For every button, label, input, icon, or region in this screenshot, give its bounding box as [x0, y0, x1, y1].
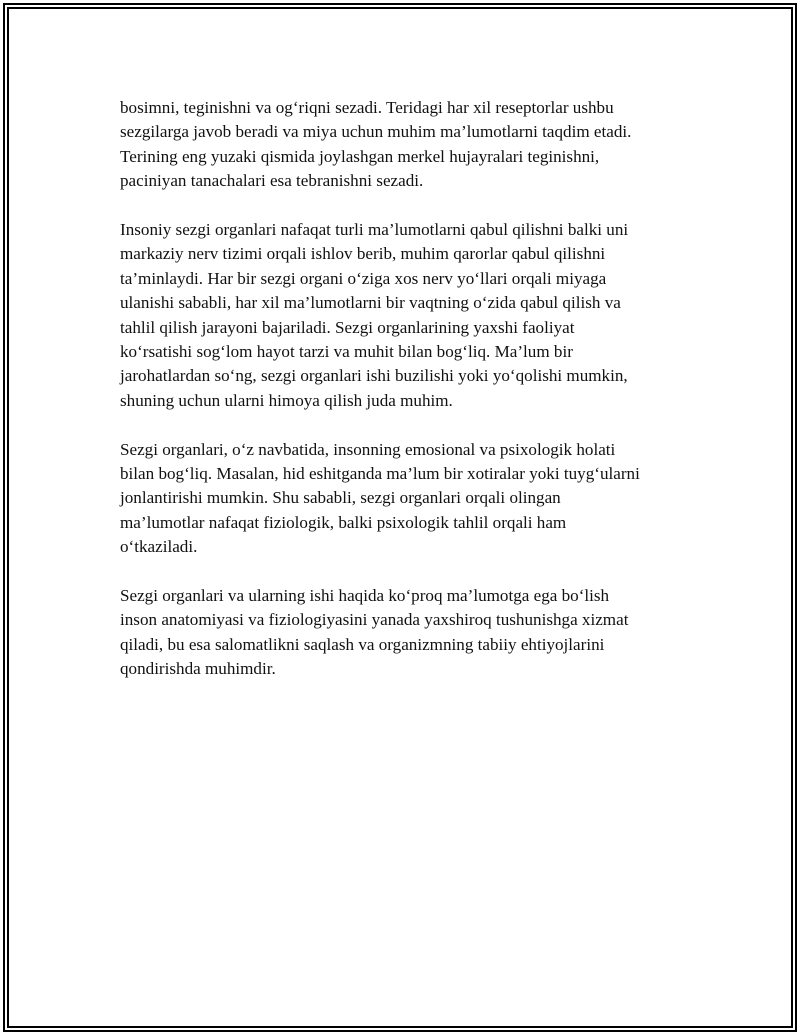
- text-line: ko‘rsatishi sog‘lom hayot tarzi va muhit bilan bog‘liq. Ma’lum bir: [120, 342, 573, 362]
- text-line: ta’minlaydi. Har bir sezgi organi o‘ziga xos nerv yo‘llari orqali miyaga: [120, 268, 607, 288]
- text-line: tahlil qilish jarayoni bajariladi. Sezgi organlarining yaxshi faoliyat: [120, 317, 575, 337]
- text-line: jarohatlardan so‘ng, sezgi organlari ishi buzilishi yoki yo‘qolishi mumkin,: [120, 366, 628, 386]
- text-line: qondirishda muhimdir.: [120, 659, 276, 679]
- text-line: bosimni, teginishni va og‘riqni sezadi. Teridagi har xil reseptorlar ushbu: [120, 98, 614, 117]
- text-line: ma’lumotlar nafaqat fiziologik, balki psixologik tahlil orqali ham: [120, 512, 567, 532]
- text-line: shuning uchun ularni himoya qilish juda muhim.: [120, 390, 453, 410]
- text-line: Sezgi organlari, o‘z navbatida, insonning emosional va psixologik holati: [120, 439, 616, 459]
- text-line: Terining eng yuzaki qismida joylashgan merkel hujayralari teginishni,: [120, 146, 600, 166]
- document-body: [120, 96, 690, 706]
- text-line: ulanishi sababli, har xil ma’lumotlarni bir vaqtning o‘zida qabul qilish va: [120, 293, 621, 313]
- text-line: Insoniy sezgi organlari nafaqat turli ma’lumotlarni qabul qilishni balki uni: [120, 220, 629, 240]
- text-line: bilan bog‘liq. Masalan, hid eshitganda ma’lum bir xotiralar yoki tuyg‘ularni: [120, 464, 640, 484]
- paragraph-3: [120, 438, 690, 560]
- paragraph-4: [120, 584, 690, 682]
- page-border: [3, 3, 797, 1032]
- text-line: sezgilarga javob beradi va miya uchun muhim ma’lumotlarni taqdim etadi.: [120, 122, 632, 142]
- text-line: o‘tkaziladi.: [120, 537, 198, 557]
- text-line: qiladi, bu esa salomatlikni saqlash va organizmning tabiiy ehtiyojlarini: [120, 634, 605, 654]
- text-line: markaziy nerv tizimi orqali ishlov berib, muhim qarorlar qabul qilishni: [120, 244, 606, 264]
- text-line: jonlantirishi mumkin. Shu sababli, sezgi organlari orqali olingan: [120, 488, 561, 508]
- text-line: Sezgi organlari va ularning ishi haqida ko‘proq ma’lumotga ega bo‘lish: [120, 586, 610, 606]
- text-line: paciniyan tanachalari esa tebranishni sezadi.: [120, 171, 424, 191]
- paragraph-1: [120, 96, 690, 194]
- text-line: inson anatomiyasi va fiziologiyasini yanada yaxshiroq tushunishga xizmat: [120, 610, 629, 630]
- paragraph-2: [120, 218, 690, 413]
